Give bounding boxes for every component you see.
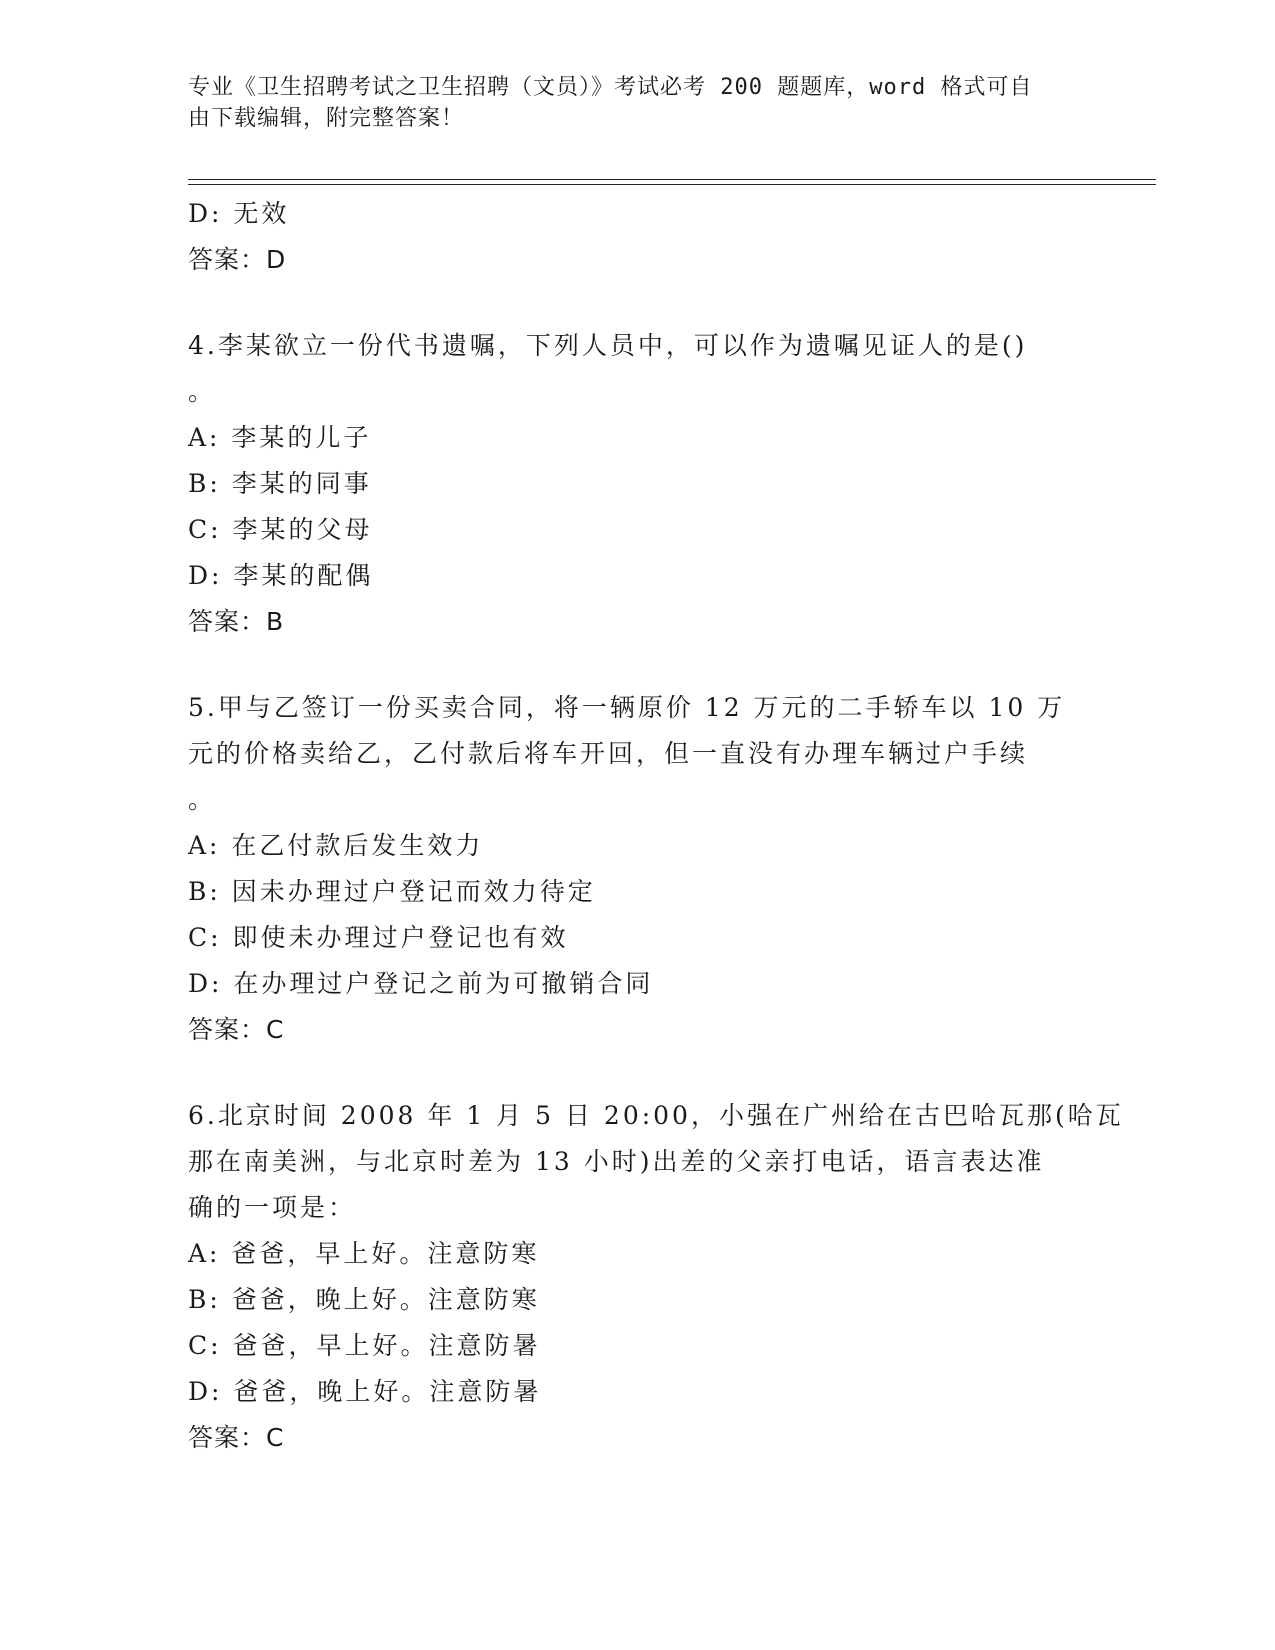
- document-header: [188, 72, 1068, 134]
- question-4: [188, 323, 1068, 645]
- header-line-1: 专业《卫生招聘考试之卫生招聘（文员）》考试必考 200 题题库，word 格式可自: [188, 75, 1033, 100]
- option-d: D: 在办理过户登记之前为可撤销合同: [188, 969, 654, 998]
- question-text: 4.李某欲立一份代书遗嘱，下列人员中，可以作为遗嘱见证人的是(): [188, 331, 1028, 360]
- option-c: C: 李某的父母: [188, 515, 373, 544]
- option-d: D: 爸爸，晚上好。注意防暑: [188, 1377, 542, 1406]
- question-6: [188, 1093, 1124, 1461]
- question-text: 。: [188, 785, 217, 814]
- spacer: [188, 645, 1068, 685]
- spacer: [188, 283, 1068, 323]
- question-list: [188, 191, 1124, 1461]
- option-a: A: 爸爸，早上好。注意防寒: [188, 1239, 540, 1268]
- question-text: 元的价格卖给乙，乙付款后将车开回，但一直没有办理车辆过户手续: [188, 739, 1029, 768]
- question-text: 5.甲与乙签订一份买卖合同，将一辆原价 12 万元的二手轿车以 10 万: [188, 693, 1066, 722]
- question-text: 。: [188, 377, 217, 406]
- answer-line: 答案：C: [188, 1423, 285, 1452]
- option-b: B: 爸爸，晚上好。注意防寒: [188, 1285, 540, 1314]
- header-divider-top: [188, 179, 1156, 180]
- answer-line: 答案：C: [188, 1015, 285, 1044]
- option-c: C: 即使未办理过户登记也有效: [188, 923, 569, 952]
- question-text: 确的一项是：: [188, 1193, 357, 1222]
- header-line-2: 由下载编辑，附完整答案！: [188, 106, 465, 131]
- option-a: A: 在乙付款后发生效力: [188, 831, 484, 860]
- option-d: D: 李某的配偶: [188, 561, 374, 590]
- answer-line: 答案：B: [188, 607, 285, 636]
- option-b: B: 因未办理过户登记而效力待定: [188, 877, 596, 906]
- option-c: C: 爸爸，早上好。注意防暑: [188, 1331, 541, 1360]
- question-text: 6.北京时间 2008 年 1 月 5 日 20:00，小强在广州给在古巴哈瓦那(哈瓦: [188, 1101, 1124, 1130]
- answer-line: 答案：D: [188, 245, 287, 274]
- option-d: D: 无效: [188, 199, 290, 228]
- option-b: B: 李某的同事: [188, 469, 372, 498]
- header-divider-bottom: [188, 184, 1156, 185]
- option-a: A: 李某的儿子: [188, 423, 372, 452]
- question-text: 那在南美洲，与北京时差为 13 小时)出差的父亲打电话，语言表达准: [188, 1147, 1045, 1176]
- spacer: [188, 1053, 1068, 1093]
- question-5: [188, 685, 1068, 1053]
